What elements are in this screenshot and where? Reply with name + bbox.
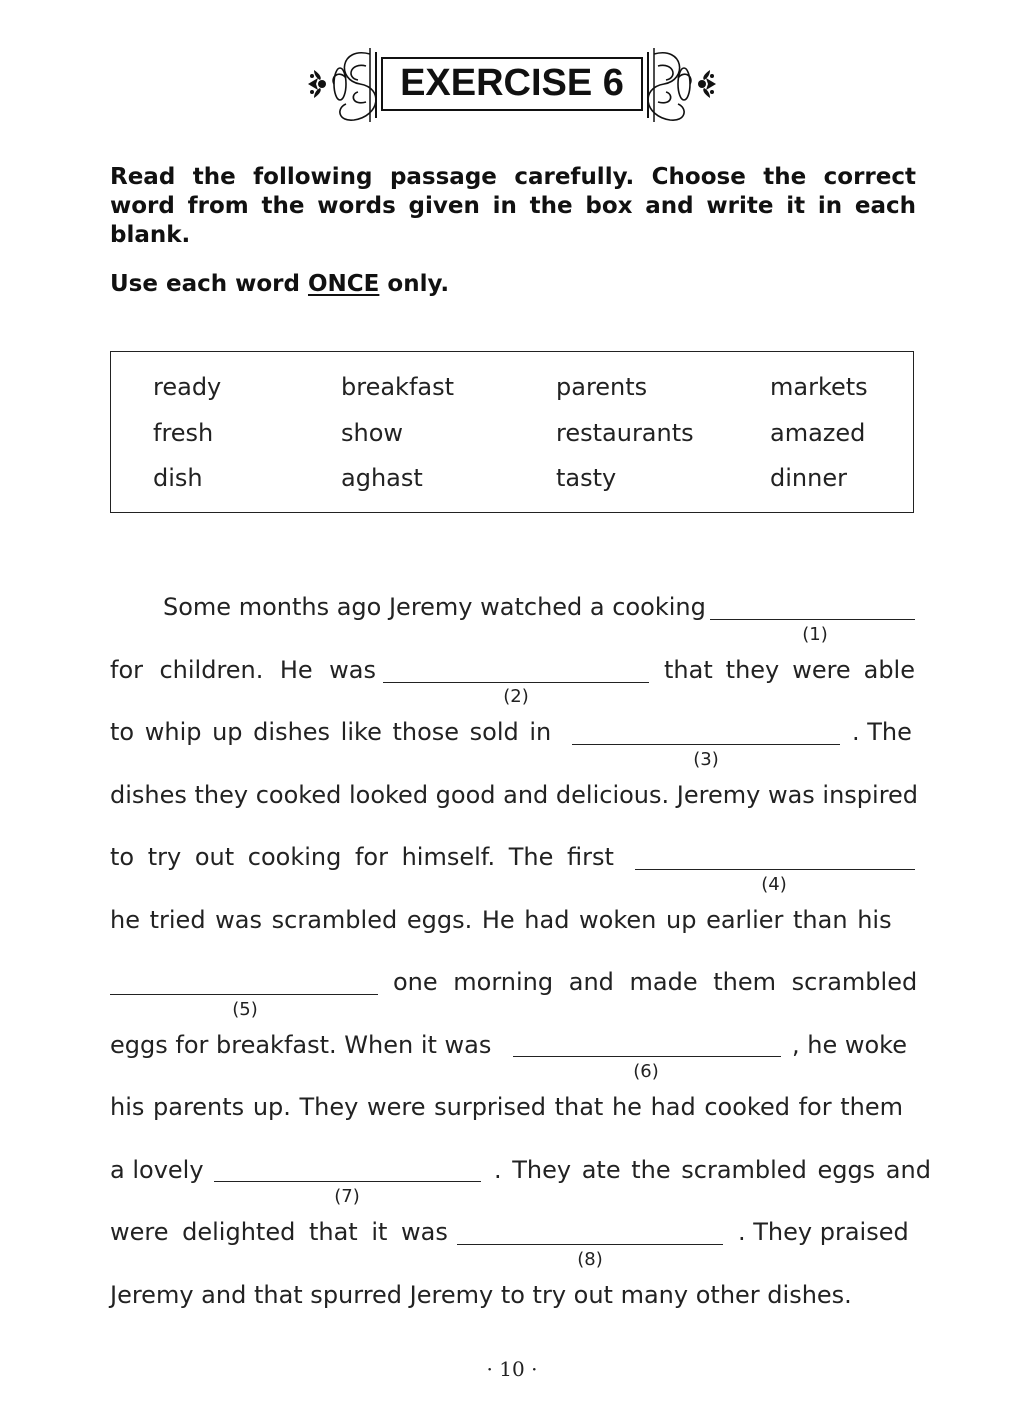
passage-text: was xyxy=(329,656,376,684)
passage-text: his parents up. They were surprised that he had cooked for them xyxy=(110,1093,903,1121)
instruction-paragraph: Read the following passage carefully. Choose the correct word from the words given in the box and write it in each blank. xyxy=(110,164,916,248)
passage-text: . They praised xyxy=(738,1218,909,1246)
passage-line xyxy=(393,967,918,997)
word-item: ready xyxy=(153,373,222,401)
blank-number: (4) xyxy=(761,874,787,895)
passage-line xyxy=(110,842,630,872)
word-item: dish xyxy=(153,464,203,492)
blank-number: (1) xyxy=(802,624,828,645)
word-item: amazed xyxy=(770,419,866,447)
answer-blank-7[interactable] xyxy=(214,1181,481,1182)
answer-blank-4[interactable] xyxy=(635,869,915,870)
use-emphasis: ONCE xyxy=(307,271,380,297)
blank-number: (7) xyxy=(334,1186,360,1207)
passage-line xyxy=(792,1030,915,1060)
instruction-use-once xyxy=(110,270,916,299)
passage-text: able xyxy=(863,656,915,684)
word-item: restaurants xyxy=(556,419,694,447)
passage-text: . They ate the scrambled eggs and xyxy=(494,1156,931,1184)
answer-blank-6[interactable] xyxy=(513,1056,781,1057)
passage-line xyxy=(110,1030,510,1060)
passage-line xyxy=(163,592,706,622)
passage-text: dishes they cooked looked good and delicious. Jeremy was inspired xyxy=(110,781,919,809)
passage-text: Some months ago Jeremy watched a cooking xyxy=(163,593,706,621)
blank-number: (2) xyxy=(503,686,529,707)
word-item: markets xyxy=(770,373,868,401)
blank-number: (8) xyxy=(577,1249,603,1270)
passage-line xyxy=(110,1092,915,1122)
answer-blank-1[interactable] xyxy=(710,619,915,620)
blank-number: (3) xyxy=(693,749,719,770)
passage-text: were xyxy=(792,656,851,684)
answer-blank-2[interactable] xyxy=(383,682,649,683)
passage-line xyxy=(738,1217,915,1247)
passage-line xyxy=(110,717,570,747)
passage-line xyxy=(852,717,915,747)
word-item: fresh xyxy=(153,419,214,447)
passage-text: that xyxy=(664,656,713,684)
passage-line xyxy=(110,905,915,935)
passage-line xyxy=(110,1155,210,1185)
passage-text: one morning and made them scrambled xyxy=(393,968,918,996)
word-item: aghast xyxy=(341,464,423,492)
use-suffix: only. xyxy=(387,271,450,297)
passage-text: . The xyxy=(852,718,912,746)
answer-blank-3[interactable] xyxy=(572,744,840,745)
answer-blank-8[interactable] xyxy=(457,1244,723,1245)
blank-number: (5) xyxy=(232,999,258,1020)
passage-text: a lovely xyxy=(110,1156,204,1184)
passage-text: were delighted that it was xyxy=(110,1218,448,1246)
title-banner xyxy=(300,40,724,132)
passage-text: eggs for breakfast. When it was xyxy=(110,1031,492,1059)
word-item: dinner xyxy=(770,464,847,492)
passage-text: for xyxy=(110,656,143,684)
blank-number: (6) xyxy=(633,1061,659,1082)
passage-line xyxy=(110,1217,450,1247)
word-item: show xyxy=(341,419,404,447)
page-number: · 10 · xyxy=(486,1357,538,1381)
passage-text: children. xyxy=(159,656,264,684)
passage-text: he tried was scrambled eggs. He had woken up earlier than his xyxy=(110,906,892,934)
passage-text: He xyxy=(279,656,313,684)
use-prefix: Use each word xyxy=(110,271,300,297)
passage-line xyxy=(664,655,915,685)
passage-text: to try out cooking for himself. The first xyxy=(110,843,614,871)
passage-text: they xyxy=(725,656,780,684)
passage-line xyxy=(110,655,376,685)
passage-line xyxy=(494,1155,931,1185)
answer-blank-5[interactable] xyxy=(110,994,378,995)
page-title: EXERCISE 6 xyxy=(400,62,624,104)
word-item: breakfast xyxy=(341,373,455,401)
word-box xyxy=(110,351,914,513)
word-item: parents xyxy=(556,373,648,401)
passage-text: to whip up dishes like those sold in xyxy=(110,718,552,746)
passage-text: , he woke xyxy=(792,1031,907,1059)
word-item: tasty xyxy=(556,464,617,492)
passage-line xyxy=(110,1280,915,1310)
passage-text: Jeremy and that spurred Jeremy to try out many other dishes. xyxy=(110,1281,852,1309)
passage-line xyxy=(110,780,919,810)
